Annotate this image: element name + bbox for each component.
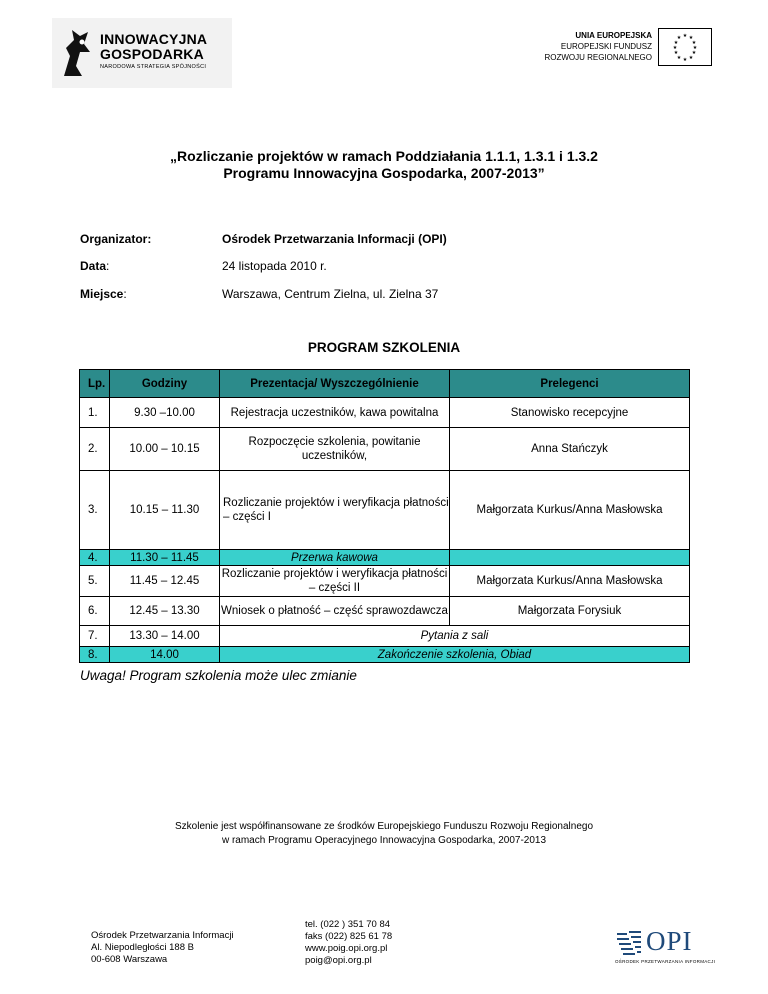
header-speakers: Prelegenci	[450, 370, 690, 398]
table-row	[80, 550, 690, 566]
date-value: 24 listopada 2010 r.	[222, 259, 327, 273]
svg-text:★: ★	[676, 55, 682, 61]
row-topic: Rozliczanie projektów i weryfikacja płatności – części I	[220, 471, 450, 550]
opi-logo	[615, 928, 717, 970]
svg-text:★: ★	[691, 50, 697, 56]
eu-flag-icon	[658, 28, 712, 66]
table-row	[80, 597, 690, 626]
row-time: 10.00 – 10.15	[110, 428, 220, 471]
row-topic: Zakończenie szkolenia, Obiad	[220, 647, 690, 663]
cofinancing-line1: Szkolenie jest współfinansowane ze środków Europejskiego Funduszu Rozwoju Regionalnego	[174, 821, 594, 832]
address-line3: 00-608 Warszawa	[91, 954, 168, 965]
row-time: 10.15 – 11.30	[110, 471, 220, 550]
table-row	[80, 626, 690, 647]
row-topic: Pytania z sali	[220, 626, 690, 647]
row-speaker: Anna Stańczyk	[450, 428, 690, 471]
row-time: 12.45 – 13.30	[110, 597, 220, 626]
table-row	[80, 398, 690, 428]
header-hours: Godziny	[110, 370, 220, 398]
row-lp: 2.	[80, 428, 110, 471]
organizer-label: Organizator:	[80, 232, 152, 246]
svg-text:★: ★	[673, 50, 679, 56]
table-row	[80, 647, 690, 663]
svg-text:★: ★	[682, 33, 688, 39]
opi-subtitle: OŚRODEK PRZETWARZANIA INFORMACJI	[615, 959, 716, 964]
row-lp: 1.	[80, 398, 110, 428]
row-topic: Wniosek o płatność – część sprawozdawcza	[220, 597, 450, 626]
ig-subtitle: NARODOWA STRATEGIA SPÓJNOŚCI	[100, 64, 207, 70]
svg-text:★: ★	[676, 35, 682, 41]
row-lp: 3.	[80, 471, 110, 550]
row-lp: 7.	[80, 626, 110, 647]
title-line2: Programu Innowacyjna Gospodarka, 2007-2013”	[223, 165, 545, 181]
program-heading: PROGRAM SZKOLENIA	[307, 340, 461, 355]
row-time: 14.00	[110, 647, 220, 663]
schedule-table	[79, 369, 690, 663]
schedule-header-row	[80, 370, 690, 398]
svg-text:★: ★	[673, 40, 679, 46]
svg-text:★: ★	[688, 55, 694, 61]
row-lp: 8.	[80, 647, 110, 663]
row-speaker	[450, 550, 690, 566]
date-label-row	[80, 259, 109, 273]
row-time: 13.30 – 14.00	[110, 626, 220, 647]
contact-email: poig@opi.org.pl	[305, 955, 372, 966]
contact-block	[305, 919, 392, 967]
table-row	[80, 428, 690, 471]
row-topic: Przerwa kawowa	[220, 550, 450, 566]
row-lp: 6.	[80, 597, 110, 626]
date-colon: :	[106, 259, 110, 273]
place-value: Warszawa, Centrum Zielna, ul. Zielna 37	[222, 287, 439, 301]
contact-www: www.poig.opi.org.pl	[305, 943, 388, 954]
ig-name-line1: INNOWACYJNA	[100, 31, 208, 47]
place-label: Miejsce	[80, 287, 124, 301]
eu-text	[540, 30, 652, 63]
eu-line2: EUROPEJSKI FUNDUSZ	[560, 42, 652, 51]
organizer-value: Ośrodek Przetwarzania Informacji (OPI)	[222, 232, 447, 246]
address-line2: Al. Niepodległości 188 B	[91, 942, 194, 953]
address-block	[91, 930, 234, 966]
header-topic: Prezentacja/ Wyszczególnienie	[220, 370, 450, 398]
row-time: 11.30 – 11.45	[110, 550, 220, 566]
header-lp: Lp.	[80, 370, 110, 398]
schedule-change-note: Uwaga! Program szkolenia może ulec zmianie	[80, 668, 357, 683]
row-speaker: Małgorzata Forysiuk	[450, 597, 690, 626]
ig-emblem-icon	[60, 26, 94, 78]
contact-fax: faks (022) 825 61 78	[305, 931, 393, 942]
row-speaker: Stanowisko recepcyjne	[450, 398, 690, 428]
ig-name-line2: GOSPODARKA	[100, 46, 204, 62]
eu-line1: UNIA EUROPEJSKA	[575, 31, 652, 40]
opi-wordmark: OPI	[646, 926, 693, 956]
contact-tel: tel. (022 ) 351 70 84	[305, 919, 391, 930]
row-topic: Rozpoczęcie szkolenia, powitanie uczestników,	[220, 428, 450, 471]
title-line1: „Rozliczanie projektów w ramach Poddziałania 1.1.1, 1.3.1 i 1.3.2	[170, 148, 598, 164]
row-lp: 5.	[80, 566, 110, 597]
opi-emblem-icon	[615, 930, 643, 956]
place-label-row	[80, 287, 127, 301]
table-row	[80, 566, 690, 597]
eu-logo	[540, 18, 716, 70]
row-lp: 4.	[80, 550, 110, 566]
date-label: Data	[80, 259, 107, 273]
address-line1: Ośrodek Przetwarzania Informacji	[91, 930, 234, 941]
row-topic: Rejestracja uczestników, kawa powitalna	[220, 398, 450, 428]
row-time: 9.30 –10.00	[110, 398, 220, 428]
svg-text:★: ★	[692, 45, 698, 51]
place-colon: :	[123, 287, 127, 301]
document-title	[0, 148, 768, 182]
row-speaker: Małgorzata Kurkus/Anna Masłowska	[450, 566, 690, 597]
row-topic: Rozliczanie projektów i weryfikacja płatności – części II	[220, 566, 450, 597]
svg-text:★: ★	[691, 40, 697, 46]
innowacyjna-gospodarka-logo	[52, 18, 232, 88]
eu-line3: ROZWOJU REGIONALNEGO	[544, 53, 652, 62]
svg-text:★: ★	[682, 57, 688, 63]
cofinancing-line2: w ramach Programu Operacyjnego Innowacyjna Gospodarka, 2007-2013	[221, 835, 547, 846]
row-time: 11.45 – 12.45	[110, 566, 220, 597]
table-row	[80, 471, 690, 550]
cofinancing-note	[0, 820, 768, 848]
svg-text:★: ★	[672, 45, 678, 51]
svg-text:★: ★	[688, 35, 694, 41]
row-speaker: Małgorzata Kurkus/Anna Masłowska	[450, 471, 690, 550]
